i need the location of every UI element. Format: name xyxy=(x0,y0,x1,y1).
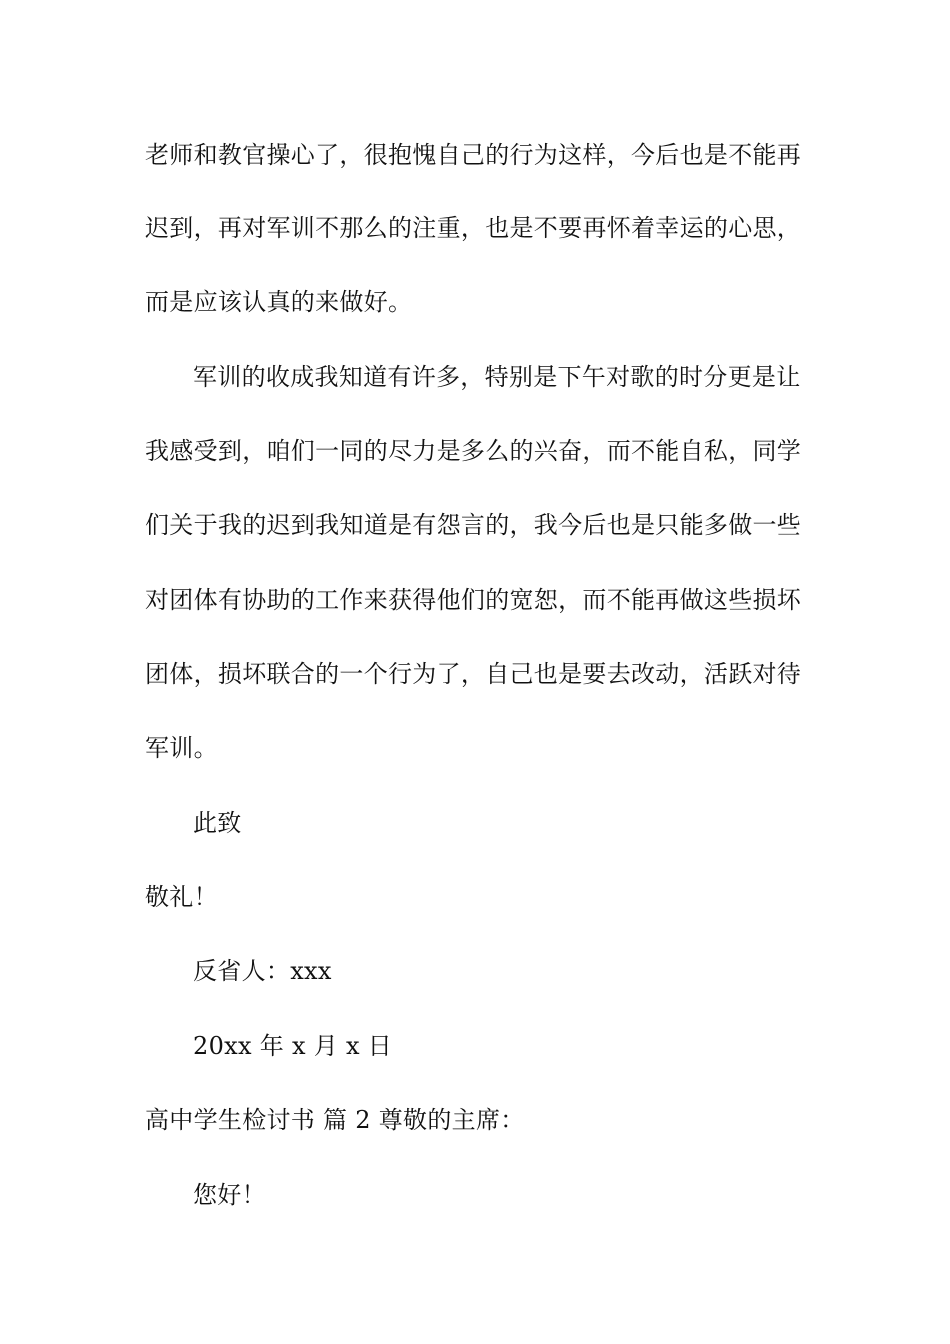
paragraph-line: 老师和教官操心了，很抱愧自己的行为这样，今后也是不能再 xyxy=(145,141,802,169)
section-heading: 高中学生检讨书 篇 2 尊敬的主席： xyxy=(145,1106,525,1134)
paragraph-line: 我感受到，咱们一同的尽力是多么的兴奋，而不能自私，同学 xyxy=(145,437,802,465)
paragraph-line: 军训的收成我知道有许多，特别是下午对歌的时分更是让 xyxy=(193,363,801,391)
paragraph-line: 军训。 xyxy=(145,734,218,762)
closing-respect: 敬礼！ xyxy=(145,883,218,911)
greeting-line: 您好！ xyxy=(193,1181,266,1209)
signature-line: 反省人：xxx xyxy=(193,957,332,985)
date-line: 20xx 年 x 月 x 日 xyxy=(193,1032,393,1060)
paragraph-line: 团体，损坏联合的一个行为了，自己也是要去改动，活跃对待 xyxy=(145,660,802,688)
paragraph-line: 对团体有协助的工作来获得他们的宽恕，而不能再做这些损坏 xyxy=(145,586,802,614)
paragraph-line: 迟到，再对军训不那么的注重，也是不要再怀着幸运的心思， xyxy=(145,214,802,242)
paragraph-line: 而是应该认真的来做好。 xyxy=(145,288,413,316)
closing-salutation: 此致 xyxy=(193,809,242,837)
paragraph-line: 们关于我的迟到我知道是有怨言的，我今后也是只能多做一些 xyxy=(145,511,802,539)
